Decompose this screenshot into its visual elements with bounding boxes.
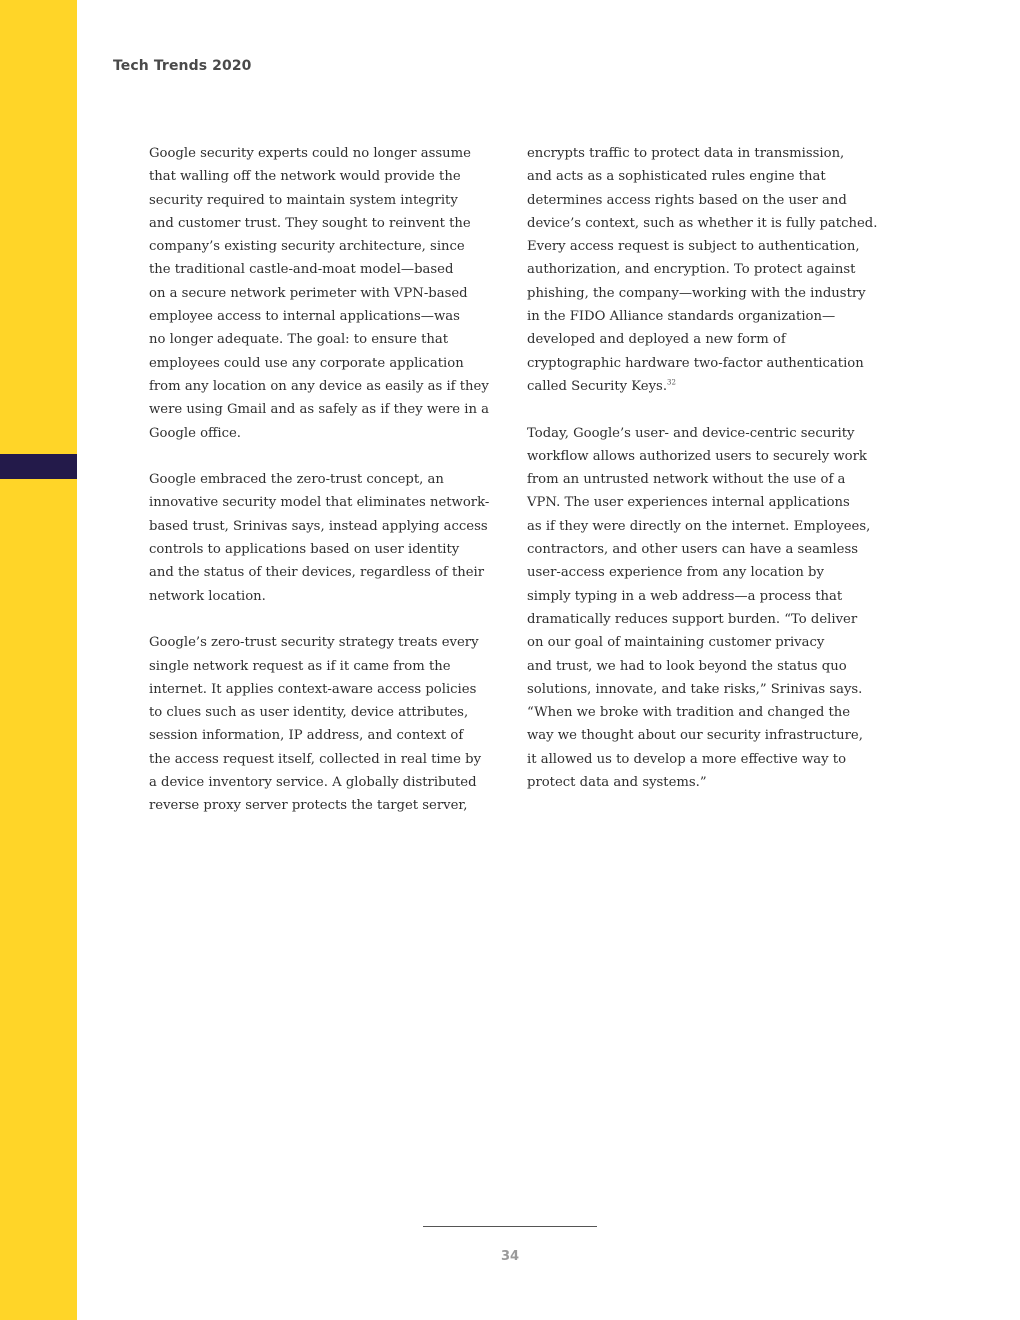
text-line: internet. It applies context-aware access policies <box>149 681 477 697</box>
text-line: it allowed us to develop a more effective way to <box>527 751 847 767</box>
text-line: to clues such as user identity, device attributes, <box>149 705 469 721</box>
text-line: protect data and systems.” <box>527 775 707 791</box>
text-line: and the status of their devices, regardless of their <box>149 565 485 581</box>
footer-divider <box>423 1226 597 1227</box>
text-line: company’s existing security architecture, since <box>149 239 465 255</box>
text-line: simply typing in a web address—a process that <box>527 588 843 604</box>
text-line: Google’s zero-trust security strategy treats every <box>149 635 479 651</box>
text-line: determines access rights based on the user and <box>527 192 847 208</box>
text-line: and acts as a sophisticated rules engine that <box>527 169 826 185</box>
text-line: workflow allows authorized users to securely work <box>527 448 867 464</box>
text-line: cryptographic hardware two-factor authentication <box>527 355 864 371</box>
text-line: employee access to internal applications—was <box>149 309 460 325</box>
paragraph-left-2 <box>149 468 499 608</box>
text-line: Every access request is subject to authentication, <box>527 239 860 255</box>
text-line: as if they were directly on the internet. Employees, <box>527 518 871 534</box>
text-line-content: called Security Keys. <box>527 378 668 394</box>
right-column <box>527 142 877 818</box>
text-line: encrypts traffic to protect data in transmission, <box>527 146 845 161</box>
text-line: session information, IP address, and context of <box>149 728 464 744</box>
text-line: from an untrusted network without the use of a <box>527 472 846 488</box>
page-number: 34 <box>500 1249 520 1264</box>
text-line: developed and deployed a new form of <box>527 332 786 348</box>
text-line: Google office. <box>149 425 241 441</box>
text-line <box>527 375 877 398</box>
text-line: user-access experience from any location by <box>527 565 824 581</box>
text-line: solutions, innovate, and take risks,” Srinivas says. <box>527 681 863 697</box>
text-line: Google security experts could no longer assume <box>149 146 471 161</box>
text-line: based trust, Srinivas says, instead applying access <box>149 518 488 534</box>
paragraph-left-1 <box>149 142 499 445</box>
text-line: on a secure network perimeter with VPN-based <box>149 285 468 301</box>
text-line: way we thought about our security infrastructure, <box>527 728 863 744</box>
text-line: a device inventory service. A globally distributed <box>149 775 477 791</box>
text-line: contractors, and other users can have a seamless <box>527 542 859 558</box>
text-line: that walling off the network would provide the <box>149 169 461 185</box>
running-header: Tech Trends 2020 <box>113 58 252 74</box>
text-line: and trust, we had to look beyond the status quo <box>527 658 847 674</box>
text-line: “When we broke with tradition and changed the <box>527 705 851 721</box>
text-line: Today, Google’s user- and device-centric security <box>527 425 855 441</box>
text-line: on our goal of maintaining customer privacy <box>527 635 825 651</box>
footnote-reference[interactable]: 32 <box>667 378 676 387</box>
text-line: VPN. The user experiences internal applications <box>527 495 850 511</box>
paragraph-right-1 <box>527 142 877 398</box>
text-line: reverse proxy server protects the target server, <box>149 798 468 814</box>
text-line: Google embraced the zero-trust concept, an <box>149 472 444 488</box>
text-line: and customer trust. They sought to reinvent the <box>149 215 471 231</box>
text-line: dramatically reduces support burden. “To deliver <box>527 611 858 627</box>
text-line: device’s context, such as whether it is fully patched. <box>527 215 878 231</box>
paragraph-left-3 <box>149 631 499 817</box>
text-line: controls to applications based on user identity <box>149 542 460 558</box>
text-line: the access request itself, collected in real time by <box>149 751 482 767</box>
text-line: in the FIDO Alliance standards organization— <box>527 309 836 325</box>
text-line: network location. <box>149 588 266 604</box>
text-line: security required to maintain system integrity <box>149 192 458 208</box>
left-column <box>149 142 499 841</box>
text-line: authorization, and encryption. To protect against <box>527 262 856 278</box>
sidebar-accent-bar <box>0 0 77 1320</box>
text-line: from any location on any device as easily as if they <box>149 378 489 394</box>
text-line: were using Gmail and as safely as if they were in a <box>149 402 490 418</box>
text-line: single network request as if it came from the <box>149 658 451 674</box>
text-line: the traditional castle-and-moat model—based <box>149 262 454 278</box>
text-line: phishing, the company—working with the industry <box>527 285 866 301</box>
text-line: no longer adequate. The goal: to ensure that <box>149 332 449 348</box>
text-line: innovative security model that eliminates network- <box>149 495 490 511</box>
text-line: employees could use any corporate application <box>149 355 464 371</box>
section-marker <box>0 454 77 479</box>
paragraph-right-2 <box>527 422 877 795</box>
